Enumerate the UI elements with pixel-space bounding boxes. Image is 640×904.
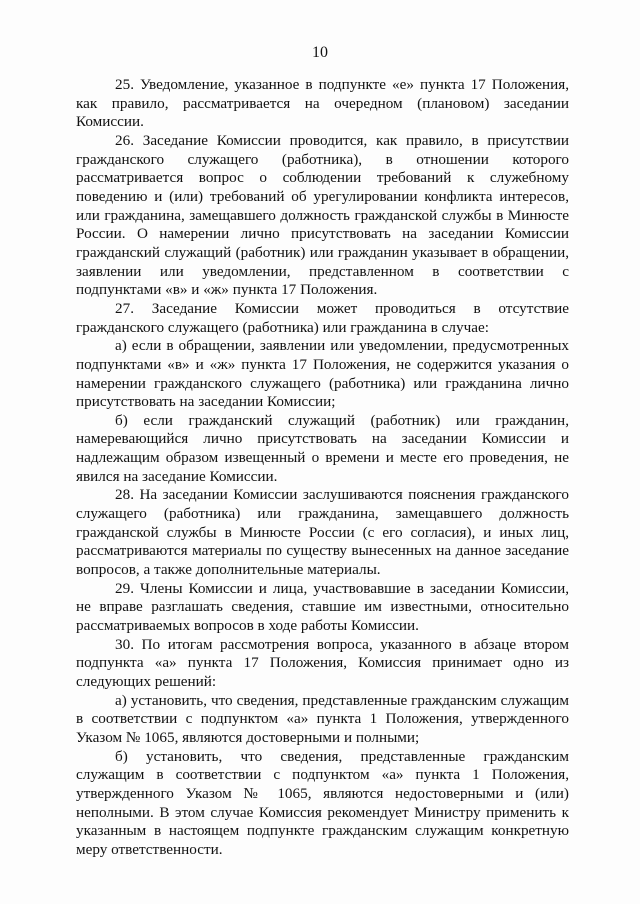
document-body (76, 76, 569, 860)
paragraph-27-a: а) если в обращении, заявлении или уведомлении, предусмотренных подпунктами «в» и «ж» пункта 17 Положения, не содержится указания о намерении гражданского служащего (работника) или гражданина лично присутствовать на заседании Комиссии; (76, 337, 569, 411)
paragraph-26: 26. Заседание Комиссии проводится, как правило, в присутствии гражданского служащего (работника), в отношении которого рассматривается вопрос о соблюдении требований к служебному поведению и (или) требований об урегулировании конфликта интересов, или гражданина, замещавшего должность гражданской службы в Минюсте России. О намерении лично присутствовать на заседании Комиссии гражданский служащий (работник) или гражданин указывает в обращении, заявлении или уведомлении, представленном в соответствии с подпунктами «в» и «ж» пункта 17 Положения. (76, 131, 569, 299)
paragraph-30: 30. По итогам рассмотрения вопроса, указанного в абзаце втором подпункта «а» пункта 17 Положения, Комиссия принимает одно из следующих решений: (76, 635, 569, 690)
paragraph-28: 28. На заседании Комиссии заслушиваются пояснения гражданского служащего (работника) или гражданина, замещавшего должность гражданской службы в Минюсте России (с его согласия), и иных лиц, рассматриваются материалы по существу вынесенных на данное заседание вопросов, а также дополнительные материалы. (76, 486, 569, 579)
paragraph-30-a: а) установить, что сведения, представленные гражданским служащим в соответствии с подпунктом «а» пункта 1 Положения, утвержденного Указом № 1065, являются достоверными и полными; (76, 691, 569, 746)
paragraph-25: 25. Уведомление, указанное в подпункте «е» пункта 17 Положения, как правило, рассматривается на очередном (плановом) заседании Комиссии. (76, 76, 569, 131)
paragraph-27-b: б) если гражданский служащий (работник) или гражданин, намеревающийся лично присутствовать на заседании Комиссии и надлежащим образом извещенный о времени и месте его проведения, не явился на заседание Комиссии. (76, 411, 569, 485)
paragraph-30-b: б) установить, что сведения, представленные гражданским служащим в соответствии с подпунктом «а» пункта 1 Положения, утвержденного Указом № 1065, являются недостоверными и (или) неполными. В этом случае Комиссия рекомендует Министру применить к указанным в настоящем подпункте гражданским служащим конкретную меру ответственности. (76, 747, 569, 858)
paragraph-29: 29. Члены Комиссии и лица, участвовавшие в заседании Комиссии, не вправе разглашать сведения, ставшие им известными, относительно рассматриваемых вопросов в ходе работы Комиссии. (76, 579, 569, 635)
page-number: 10 (312, 44, 328, 61)
paragraph-27: 27. Заседание Комиссии может проводиться в отсутствие гражданского служащего (работника) или гражданина в случае: (76, 299, 569, 336)
